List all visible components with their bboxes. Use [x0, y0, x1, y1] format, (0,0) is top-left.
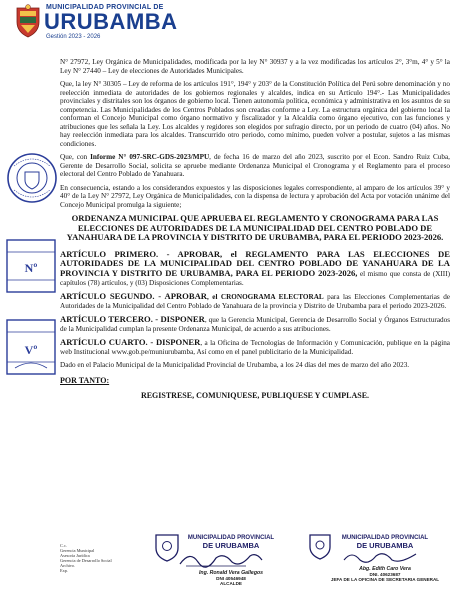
- cc-line: Gerencia Municipal: [60, 548, 95, 553]
- cc-line: C.c.: [60, 543, 67, 548]
- signer-right-dni: DNI. 40623687: [369, 572, 401, 577]
- article-fourth: ARTÍCULO CUARTO. - DISPONER, a la Oficina de Tecnologías de Información y Comunicación, publique en la página web Institucional www.gob.pe/muniurubamba, Así como en el panel publicitario de la Municipalidad.: [60, 337, 450, 356]
- signature-right: MUNICIPALIDAD PROVINCIAL DE URUBAMBA: [341, 535, 429, 550]
- cc-line: Archivo.: [60, 563, 76, 568]
- closing-formula: REGISTRESE, COMUNIQUESE, PUBLIQUESE Y CUMPLASE.: [140, 390, 370, 400]
- article-first: ARTÍCULO PRIMERO. - APROBAR, el REGLAMENTO PARA LAS ELECCIONES DE AUTORIDADES DE LA MUNICIPALIDAD DEL CENTRO POBLADO DE YANAHUARA DE LA PROVINCIA Y DISTRITO DE URUBAMBA, PARA EL PERIODO 2023-2026, el mismo que consta de (XIII) capítulos (78) artículos, y (03) Disposiciones Complementarias.: [60, 248, 450, 287]
- signer-left-name: Ing. Ronald Vera Gallegos: [198, 570, 264, 576]
- ordinance-title: ORDENANZA MUNICIPAL QUE APRUEBA EL REGLAMENTO Y CRONOGRAMA PARA LAS ELECCIONES DE AUTORIDADES DE LA MUNICIPALIDAD DEL CENTRO POBLADO DE YANAHUARA DE LA PROVINCIA Y DISTRITO DE URUBAMBA, PARA EL PERIODO 2023-2026.: [66, 213, 444, 243]
- header-org-name: URUBAMBA: [44, 9, 178, 34]
- signer-left-role: ALCALDE: [220, 581, 242, 586]
- svg-text:Nº: Nº: [24, 261, 38, 275]
- handwritten-signature-left: [176, 548, 266, 570]
- signer-right-role: JEFA DE LA OFICINA DE SECRETARIA GENERAL: [330, 577, 440, 582]
- municipal-crest-icon: [14, 4, 42, 38]
- article-third: ARTÍCULO TERCERO. - DISPONER, que la Gerencia Municipal, Gerencia de Desarrollo Social y Órganos Estructurados de la Municipalidad cumplan la presente Ordenanza Municipal, de acuerdo a sus atribuciones.: [60, 314, 450, 333]
- signature-left: MUNICIPALIDAD PROVINCIAL DE URUBAMBA: [187, 535, 275, 550]
- header-org-top: MUNICIPALIDAD PROVINCIAL DE: [46, 4, 164, 11]
- signer-left-dni: DNI 40546948: [216, 576, 246, 581]
- folio-stamp-2: [5, 318, 57, 376]
- paragraph-law-30305: Que, la ley N° 30305 – Ley de reforma de los artículos 191°, 194° y 203° de la Constitución Política del Perú sobre denominación y no reelección inmediata de autoridades de los gobiernos regionales y alcaldes, indica en su Artículo 194°.- Las Municipalidades provinciales y distritales son los órganos de gobierno local. Tienen autonomía política, económica y administrativa en los asuntos de su competencia. Las Municipalidades de los Centros Poblados son creadas conforme a Ley. La estructura orgánica del gobierno local la conforman el Concejo Municipal como órgano normativo y fiscalizador y la Alcaldía como órgano ejecutivo, con las funciones y atribuciones que les señala la Ley. Los alcaldes y regidores son elegidos por sufragio directo, por un periodo de cuatro (04) años. No hay reelección inmediata para los alcaldes. Transcurrido otro periodo, como mínimo, pueden volver a postular, sujetos a las mismas condiciones.: [60, 80, 450, 148]
- cc-line: Exp.: [60, 568, 68, 573]
- cc-line: Asesoría Jurídica: [60, 553, 90, 558]
- header-term: Gestión 2023 - 2026: [46, 34, 101, 40]
- paragraph-dated: Dado en el Palacio Municipal de la Municipalidad Provincial de Urubamba, a los 24 días del mes de marzo del año 2023.: [60, 361, 410, 370]
- signature-right-identity: [330, 566, 440, 582]
- folio-stamp: [5, 238, 57, 294]
- signature-left-identity: [176, 570, 286, 586]
- handwritten-signature-right: [340, 548, 420, 566]
- paragraph-informe: Que, con Informe N° 097-SRC-GDS-2023/MPU, de fecha 16 de marzo del año 2023, suscrito por el Econ. Sandro Ruiz Cuba, Gerente de Desarrollo Social, solicita se apruebe mediante Ordenanza Municipal el Cronograma y el Reglamento para el proceso electoral del Centro Poblado de Yanahuara.: [60, 153, 450, 178]
- municipal-seal-stamp: [6, 152, 58, 204]
- paragraph-legal-basis: N° 27972, Ley Orgánica de Municipalidades, modificada por la ley N° 30937 y a la vez modificadas los artículos 2°, 3°m, 4° y 5° la Ley N° 27440 – Ley de elecciones de Autoridades Municipales.: [60, 58, 450, 75]
- svg-text:Vº: Vº: [24, 343, 38, 357]
- article-second: ARTÍCULO SEGUNDO. - APROBAR, el CRONOGRAMA ELECTORAL para las Elecciones Complementarias de Autoridades de la Municipalidad del Centro Poblado de Yanahuara de la provincia y Distrito de Urubamba para el periodo 2023-2026.: [60, 291, 450, 310]
- por-tanto-heading: POR TANTO:: [60, 375, 110, 385]
- cc-list: [60, 543, 112, 573]
- paragraph-consequence: En consecuencia, estando a los considerandos expuestos y las disposiciones legales correspondiente, al amparo de los artículos 39° y 40° de la Ley N° 27972, Ley Orgánica de Municipalidades, con la dispensa de lectura y aprobación del Acta por votación unánime del Concejo Municipal promulga la siguiente;: [60, 183, 450, 209]
- informe-reference: Informe N° 097-SRC-GDS-2023/MPU: [90, 153, 210, 161]
- cc-line: Gerencia de Desarrollo Social: [60, 558, 112, 563]
- signer-right-name: Abg. Edith Caro Vera: [359, 566, 411, 572]
- document-body: [60, 58, 450, 400]
